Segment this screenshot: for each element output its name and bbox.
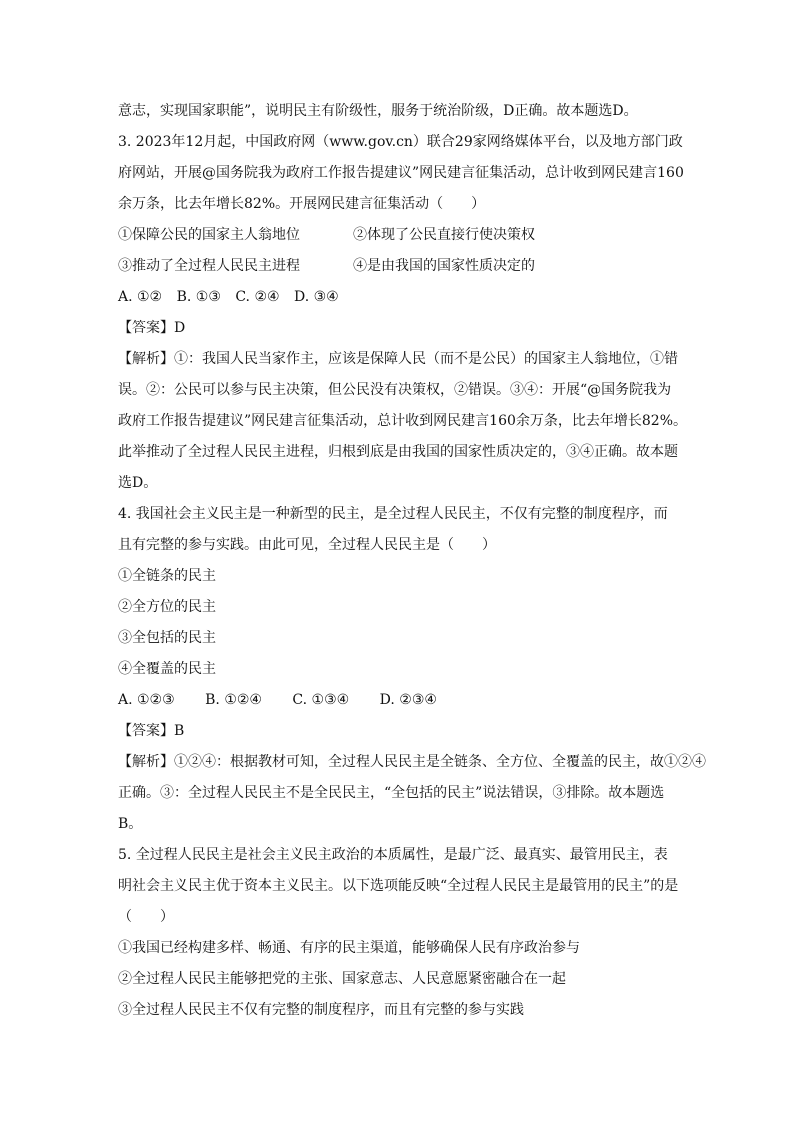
question-4-explanation: B。 xyxy=(118,816,143,832)
choice-a: A. ①② xyxy=(118,289,163,305)
option-3: ③全过程人民民主不仅有完整的制度程序，而且有完整的参与实践 xyxy=(118,1002,524,1018)
question-3-explanation: 此举推动了全过程人民民主进程，归根到底是由我国的国家性质决定的，③④正确。故本题 xyxy=(118,444,678,460)
question-3-options-row xyxy=(118,220,693,251)
question-3-explanation: 政府工作报告提建议”网民建言征集活动，总计收到网民建言160余万条，比去年增长82%。 xyxy=(118,413,687,429)
question-3-options-row xyxy=(118,251,693,282)
option-4: ④全覆盖的民主 xyxy=(118,661,216,677)
question-5-stem: （ ） xyxy=(118,909,174,925)
question-3-answer: 【答案】D xyxy=(118,320,186,336)
question-4-stem: 4. 我国社会主义民主是一种新型的民主，是全过程人民民主，不仅有完整的制度程序，而 xyxy=(118,506,668,522)
text-line: 意志，实现国家职能”，说明民主有阶级性，服务于统治阶级，D正确。故本题选D。 xyxy=(118,103,638,119)
question-4-explanation: 【解析】①②④：根据教材可知，全过程人民民主是全链条、全方位、全覆盖的民主，故①②④ xyxy=(118,754,706,770)
question-3-choices xyxy=(118,282,693,313)
option-3: ③全包括的民主 xyxy=(118,630,216,646)
question-3-stem: 余万条，比去年增长82%。开展网民建言征集活动（ ） xyxy=(118,196,486,212)
question-3-explanation: 误。②：公民可以参与民主决策，但公民没有决策权，②错误。③④：开展“@国务院我为 xyxy=(118,382,672,398)
question-4-explanation: 正确。③：全过程人民民主不是全民民主，“全包括的民主”说法错误，③排除。故本题选 xyxy=(118,785,665,801)
choice-b: B. ①②④ xyxy=(205,692,262,708)
question-5-stem: 5. 全过程人民民主是社会主义民主政治的本质属性，是最广泛、最真实、最管用民主，表 xyxy=(118,847,668,863)
option-2: ②体现了公民直接行使决策权 xyxy=(353,227,535,243)
question-4-stem: 且有完整的参与实践。由此可见，全过程人民民主是（ ） xyxy=(118,537,496,553)
option-3: ③推动了全过程人民民主进程 xyxy=(118,258,300,274)
question-3-stem: 3. 2023年12月起，中国政府网（www.gov.cn）联合29家网络媒体平台，以及地方部门政 xyxy=(118,134,683,150)
question-3-stem: 府网站，开展@国务院我为政府工作报告提建议”网民建言征集活动，总计收到网民建言160 xyxy=(118,165,684,181)
choice-c: C. ②④ xyxy=(235,289,280,305)
option-2: ②全过程人民民主能够把党的主张、国家意志、人民意愿紧密融合在一起 xyxy=(118,971,566,987)
option-1: ①全链条的民主 xyxy=(118,568,216,584)
question-3-explanation: 选D。 xyxy=(118,475,158,491)
option-4: ④是由我国的国家性质决定的 xyxy=(353,258,535,274)
question-4-choices xyxy=(118,685,693,716)
question-3-explanation: 【解析】①：我国人民当家作主，应该是保障人民（而不是公民）的国家主人翁地位，①错 xyxy=(118,351,678,367)
option-1: ①保障公民的国家主人翁地位 xyxy=(118,227,300,243)
choice-d: D. ③④ xyxy=(294,289,339,305)
option-2: ②全方位的民主 xyxy=(118,599,216,615)
document-page xyxy=(118,96,706,1026)
choice-a: A. ①②③ xyxy=(118,692,175,708)
question-5-stem: 明社会主义民主优于资本主义民主。以下选项能反映“全过程人民民主是最管用的民主”的是 xyxy=(118,878,679,894)
question-4-answer: 【答案】B xyxy=(118,723,185,739)
choice-c: C. ①③④ xyxy=(292,692,350,708)
choice-d: D. ②③④ xyxy=(379,692,437,708)
option-1: ①我国已经构建多样、畅通、有序的民主渠道，能够确保人民有序政治参与 xyxy=(118,940,580,956)
choice-b: B. ①③ xyxy=(176,289,221,305)
